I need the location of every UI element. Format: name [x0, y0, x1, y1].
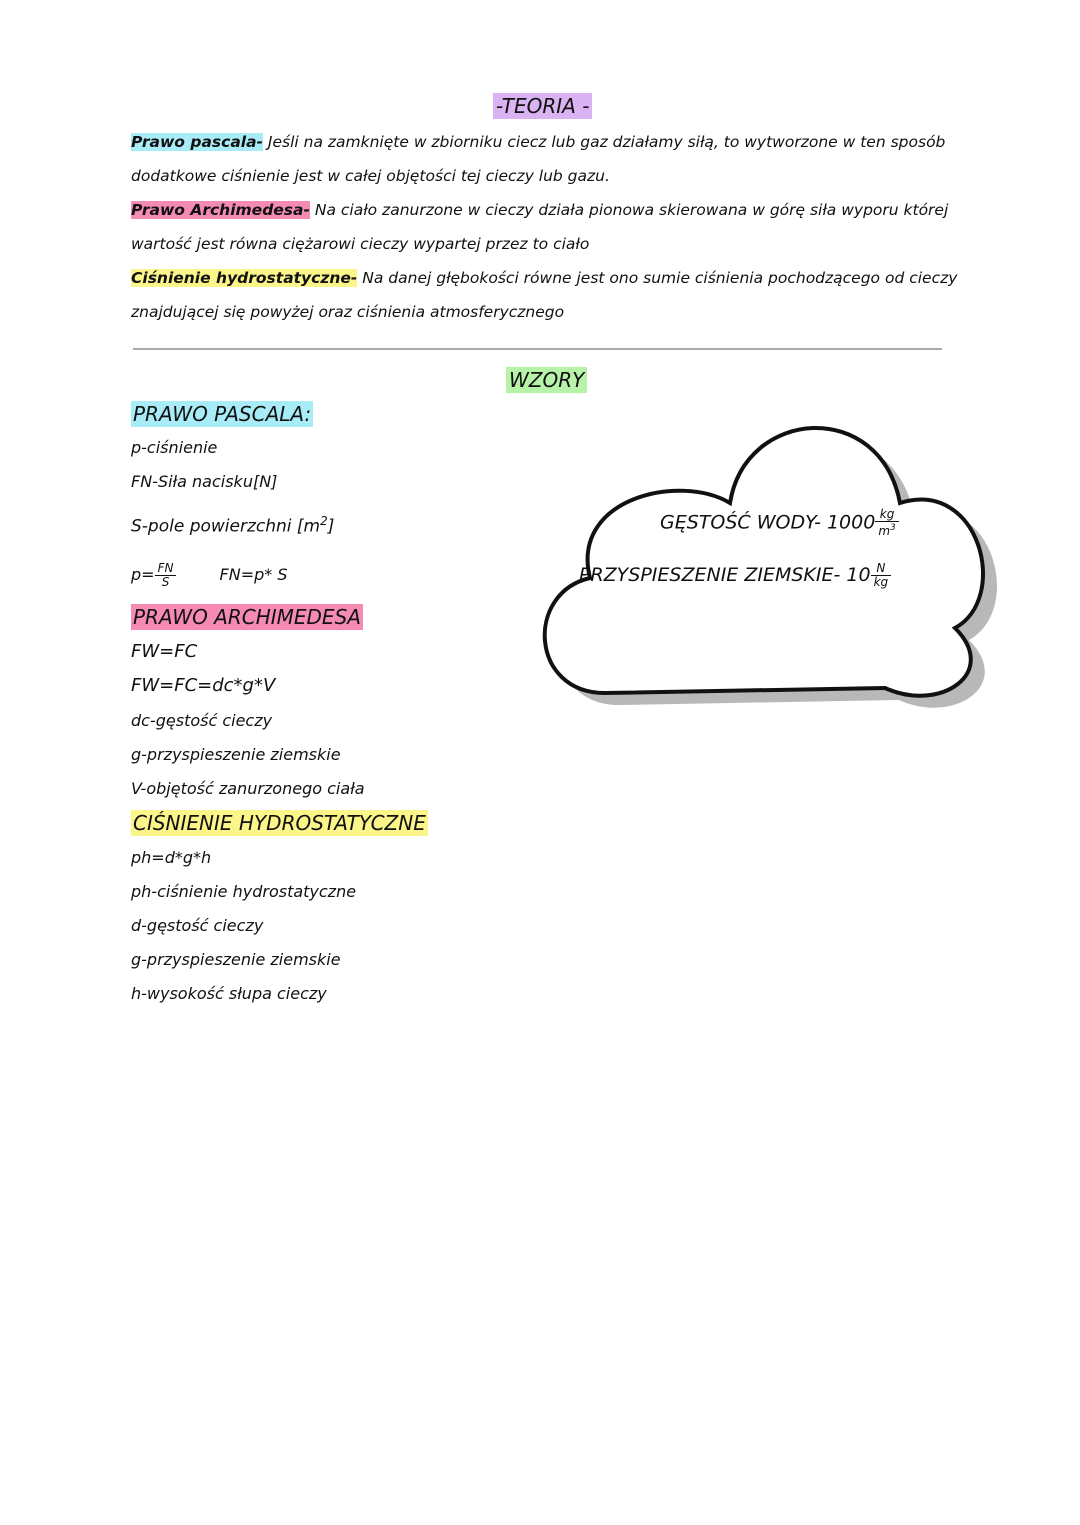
archimedes-d1: dc-gęstość cieczy — [131, 711, 273, 730]
cloud-density — [660, 508, 899, 538]
theory-hydro-line1 — [131, 268, 957, 288]
pascal-formulas — [131, 558, 288, 592]
cloud-gravity-num: N — [871, 562, 892, 576]
section-divider — [133, 348, 942, 350]
cloud-density-den-base: m — [878, 524, 891, 538]
cloud-gravity — [579, 562, 891, 589]
theory-pascal-text1: Jeśli na zamknięte w zbiorniku ciecz lub gaz działamy siłą, to wytworzone w ten sposób — [263, 133, 946, 151]
formulas-title-text: WZORY — [509, 368, 585, 392]
pascal-fn-def: FN-Siła nacisku[N] — [131, 472, 278, 491]
archimedes-f1: FW=FC — [131, 641, 198, 662]
theory-pascal-line1 — [131, 132, 945, 152]
pascal-p-fraction — [155, 562, 177, 589]
pascal-heading: PRAWO PASCALA: — [133, 402, 312, 426]
cloud-density-num: kg — [875, 508, 898, 522]
theory-archimedes-text1: Na ciało zanurzone w cieczy działa pionowa skierowana w górę siła wyporu której — [309, 201, 949, 219]
cloud-shape — [510, 388, 1000, 718]
pascal-p-num: FN — [155, 562, 177, 576]
cloud-density-label: GĘSTOŚĆ WODY- 1000 — [660, 511, 876, 534]
cloud-gravity-label: PRZYSPIESZENIE ZIEMSKIE- 10 — [579, 564, 871, 586]
archimedes-heading: PRAWO ARCHIMEDESA — [133, 605, 361, 629]
archimedes-d2: g-przyspieszenie ziemskie — [131, 745, 341, 764]
theory-archimedes-line1 — [131, 200, 948, 220]
pascal-fn-formula: FN=p* S — [219, 565, 288, 584]
hydro-d2: d-gęstość cieczy — [131, 916, 264, 935]
theory-pascal-term: Prawo pascala- — [131, 133, 263, 151]
hydro-d4: h-wysokość słupa cieczy — [131, 984, 327, 1003]
page-title-text: -TEORIA - — [496, 94, 590, 118]
cloud-density-fraction — [875, 508, 898, 538]
archimedes-d3: V-objętość zanurzonego ciała — [131, 779, 365, 798]
cloud-gravity-den: kg — [873, 575, 889, 589]
theory-archimedes-line2: wartość jest równa ciężarowi cieczy wypartej przez to ciało — [131, 235, 590, 253]
hydro-heading: CIŚNIENIE HYDROSTATYCZNE — [133, 811, 426, 835]
cloud-gravity-fraction — [871, 562, 892, 589]
hydro-f1: ph=d*g*h — [131, 848, 212, 867]
hydro-d3: g-przyspieszenie ziemskie — [131, 950, 341, 969]
hydro-d1: ph-ciśnienie hydrostatyczne — [131, 882, 357, 901]
theory-pascal-line2: dodatkowe ciśnienie jest w całej objętości tej cieczy lub gazu. — [131, 167, 610, 185]
pascal-s-def-text: S-pole powierzchni [m — [131, 516, 321, 537]
pascal-s-def-exp: 2 — [320, 514, 328, 528]
theory-hydro-term: Ciśnienie hydrostatyczne- — [131, 269, 358, 287]
page-title — [493, 93, 592, 119]
cloud-density-den-exp: 3 — [890, 523, 896, 533]
theory-hydro-line2: znajdującej się powyżej oraz ciśnienia atmosferycznego — [131, 303, 565, 321]
pascal-s-def — [131, 510, 334, 538]
pascal-s-def-close: ] — [327, 516, 335, 537]
pascal-p-lhs: p= — [131, 565, 155, 584]
cloud-density-den — [875, 522, 898, 538]
pascal-p-def: p-ciśnienie — [131, 438, 218, 457]
pascal-p-den: S — [161, 575, 170, 589]
archimedes-f2: FW=FC=dc*g*V — [131, 675, 276, 696]
theory-archimedes-term: Prawo Archimedesa- — [131, 201, 310, 219]
theory-hydro-text1: Na danej głębokości równe jest ono sumie ciśnienia pochodzącego od cieczy — [357, 269, 958, 287]
